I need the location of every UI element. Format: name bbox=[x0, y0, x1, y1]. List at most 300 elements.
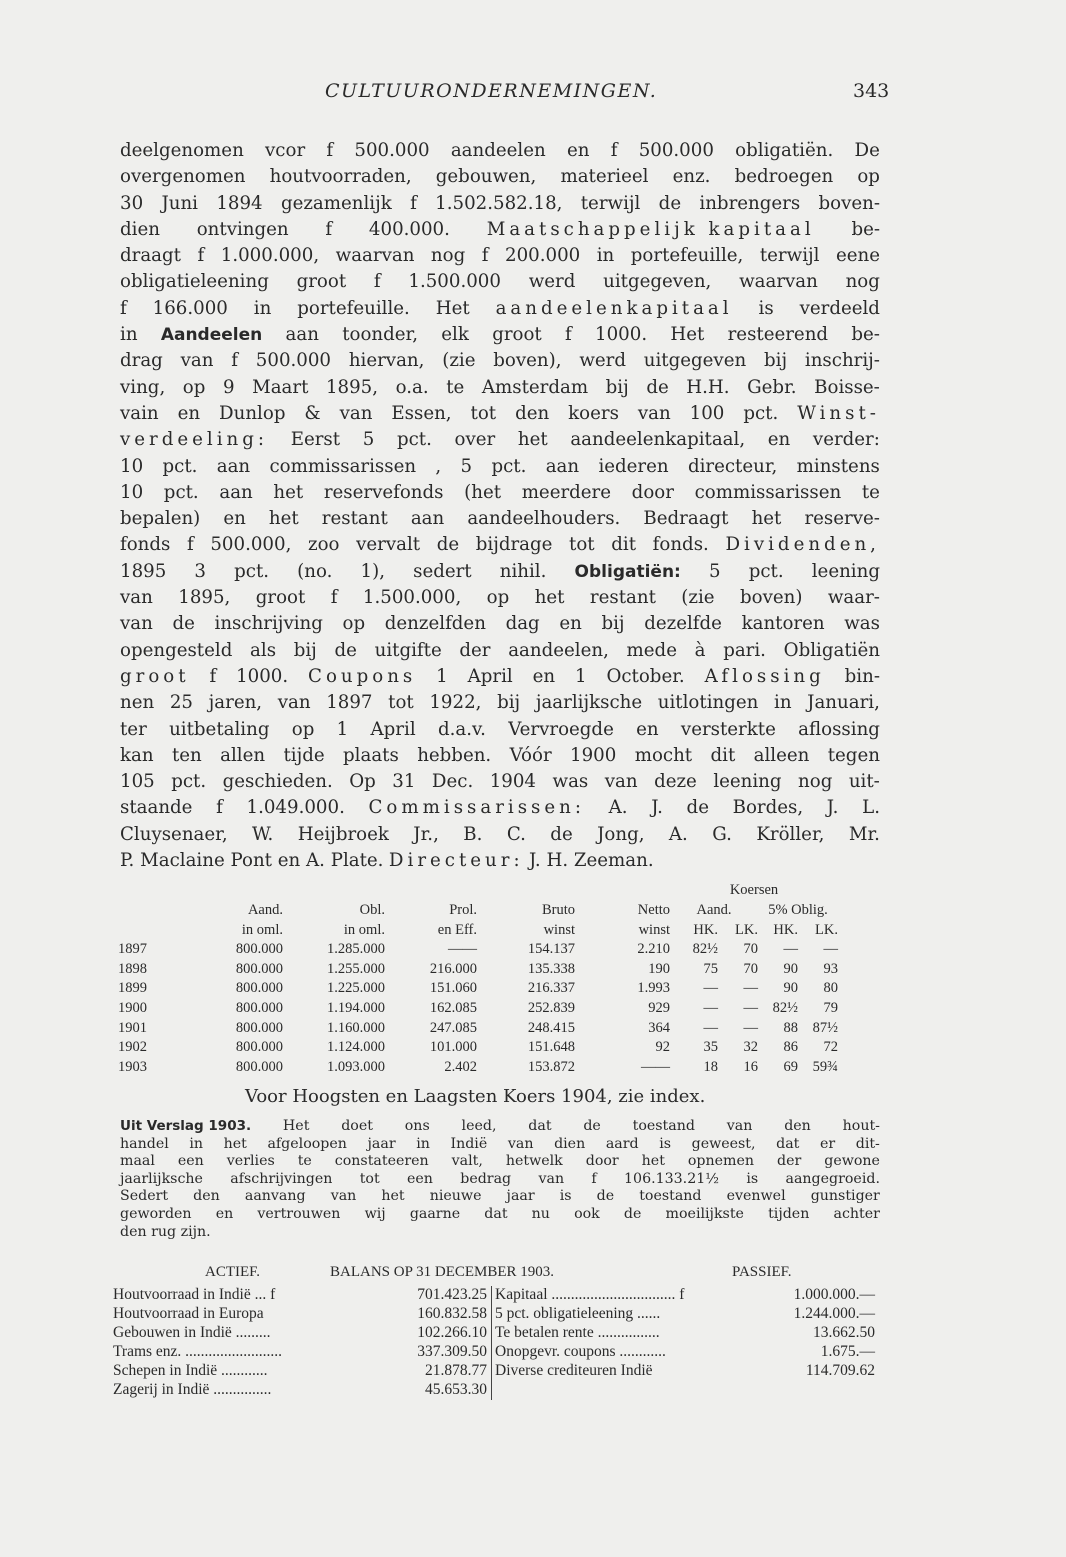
value-cell: 216.000 bbox=[429, 960, 477, 977]
word: inschrij- bbox=[804, 350, 880, 372]
word: aard bbox=[605, 1135, 639, 1152]
word: mede bbox=[626, 639, 677, 661]
word: waar- bbox=[827, 587, 880, 609]
actief-item: Zagerij in Indië ............... bbox=[113, 1381, 272, 1398]
word: inbrengers bbox=[699, 192, 801, 214]
word: van bbox=[120, 613, 153, 635]
spaced-term: groot bbox=[120, 665, 190, 687]
word: het bbox=[517, 429, 548, 451]
word: 400.000. bbox=[368, 218, 450, 240]
word: & bbox=[304, 402, 321, 424]
word: afgeloopen bbox=[267, 1135, 347, 1152]
value-cell: 252.839 bbox=[527, 1000, 575, 1017]
verslag-paragraph bbox=[120, 1118, 880, 1241]
value-cell: 35 bbox=[703, 1039, 718, 1056]
word: A. bbox=[668, 823, 688, 845]
year-cell: 1903 bbox=[118, 1058, 147, 1075]
word: van bbox=[604, 771, 638, 793]
word: het bbox=[223, 1135, 247, 1152]
spaced-term: Directeur: bbox=[388, 850, 524, 872]
value-cell: 70 bbox=[743, 960, 758, 977]
word: 5 bbox=[362, 429, 375, 451]
spaced-term: Aflossing bbox=[704, 665, 825, 687]
actief-item: Houtvoorraad in Indië ... f bbox=[113, 1286, 276, 1303]
balance-title: BALANS OP 31 DECEMBER 1903. bbox=[330, 1264, 555, 1280]
balance-table bbox=[113, 1286, 879, 1400]
word: dien bbox=[554, 1135, 586, 1152]
value-cell: 364 bbox=[648, 1019, 670, 1036]
value-cell: 79 bbox=[823, 1000, 838, 1017]
word: W. bbox=[252, 823, 274, 845]
word: 5 bbox=[460, 455, 473, 477]
word: 1897 bbox=[326, 692, 373, 714]
word: vcor bbox=[265, 140, 306, 161]
word: Cluysenaer, bbox=[120, 823, 228, 845]
word: f bbox=[197, 245, 205, 267]
word: Dunlop bbox=[219, 402, 286, 424]
column-header: Netto bbox=[637, 901, 670, 918]
word: van bbox=[277, 692, 311, 714]
word: Boisse- bbox=[814, 376, 880, 398]
word: van bbox=[120, 587, 153, 609]
word: maal bbox=[120, 1153, 155, 1170]
word: Amsterdam bbox=[481, 376, 589, 398]
column-header bbox=[118, 920, 178, 940]
value-cell: 190 bbox=[648, 960, 670, 977]
word: (no. bbox=[297, 560, 333, 582]
word: de bbox=[596, 1188, 615, 1205]
value-cell: 90 bbox=[783, 980, 798, 997]
value-cell: 92 bbox=[655, 1039, 670, 1056]
value-cell: 1.285.000 bbox=[327, 941, 385, 958]
word: April bbox=[467, 665, 513, 687]
value-cell: —— bbox=[448, 941, 477, 958]
word: 25 bbox=[169, 692, 193, 714]
word: handel bbox=[120, 1135, 169, 1152]
balance-row bbox=[113, 1305, 879, 1324]
word: 1894 bbox=[216, 192, 263, 214]
word: bepalen) bbox=[120, 508, 201, 530]
word: jaar bbox=[506, 1188, 535, 1205]
word: reservefonds bbox=[323, 481, 444, 503]
passief-item: Kapitaal ................................ f bbox=[492, 1286, 766, 1305]
word: was bbox=[844, 613, 880, 635]
word: denzelfden bbox=[384, 613, 486, 635]
word: 1000. bbox=[236, 665, 289, 687]
word: een bbox=[177, 1153, 204, 1170]
actief-item: Gebouwen in Indië ......... bbox=[113, 1324, 271, 1341]
text-segment: P. Maclaine Pont en A. Plate. bbox=[120, 850, 384, 872]
word: te bbox=[446, 376, 465, 398]
column-header: Aand. bbox=[696, 901, 732, 918]
word: 10 bbox=[120, 455, 144, 477]
word: en bbox=[767, 429, 791, 451]
word: van bbox=[180, 350, 214, 372]
word: Dec. bbox=[431, 771, 474, 793]
text-line bbox=[120, 848, 880, 874]
word: Essen, bbox=[391, 402, 452, 424]
balance-row bbox=[113, 1324, 879, 1343]
text-line bbox=[120, 1224, 880, 1242]
word: tot bbox=[359, 1170, 380, 1187]
word: Kröller, bbox=[756, 823, 825, 845]
word: de bbox=[623, 1205, 642, 1222]
word: f bbox=[410, 192, 417, 214]
word: zoo bbox=[307, 534, 340, 556]
column-header: winst bbox=[543, 921, 575, 938]
word: 1.500.000, bbox=[362, 587, 462, 609]
word: en bbox=[559, 613, 582, 635]
word: vain bbox=[120, 402, 159, 424]
value-cell: 800.000 bbox=[235, 1039, 283, 1056]
word: resteerend bbox=[727, 324, 829, 346]
actief-label: ACTIEF. bbox=[205, 1264, 261, 1280]
value-cell: — bbox=[743, 980, 758, 997]
word: J. bbox=[826, 797, 839, 819]
word: jaar bbox=[367, 1135, 396, 1152]
word: leening bbox=[811, 560, 880, 582]
word: Jr., bbox=[413, 823, 439, 845]
word: aandeelhouders. bbox=[467, 508, 621, 530]
word: Bordes, bbox=[732, 797, 804, 819]
word: op bbox=[857, 166, 880, 188]
word: fonds. bbox=[652, 534, 709, 556]
value-cell: 86 bbox=[783, 1039, 798, 1056]
word: Sedert bbox=[120, 1188, 169, 1205]
bold-term: Uit Verslag 1903. bbox=[120, 1118, 252, 1134]
value-cell: —— bbox=[641, 1058, 670, 1075]
word: bin- bbox=[844, 665, 880, 687]
passief-amount: 114.709.62 bbox=[805, 1362, 875, 1379]
column-header: in oml. bbox=[343, 921, 385, 938]
word: de bbox=[646, 376, 669, 398]
text-line bbox=[120, 138, 880, 164]
word: bij bbox=[293, 639, 317, 661]
word: gezamenlijk bbox=[280, 192, 392, 214]
word: pct. bbox=[743, 402, 779, 424]
word: over bbox=[454, 429, 496, 451]
word: draagt bbox=[120, 245, 181, 267]
text-line bbox=[120, 1188, 880, 1206]
word: houtvoorraden, bbox=[269, 166, 412, 188]
word: opengesteld bbox=[120, 639, 233, 661]
value-cell: 151.060 bbox=[429, 980, 477, 997]
word: op bbox=[182, 376, 206, 398]
word: der bbox=[777, 1153, 802, 1170]
word: sedert bbox=[413, 560, 472, 582]
body-text bbox=[120, 138, 880, 874]
value-cell: 80 bbox=[823, 980, 838, 997]
word: is bbox=[746, 1170, 759, 1187]
value-cell: 59¾ bbox=[812, 1058, 838, 1075]
running-header-title: CULTUURONDERNEMINGEN. bbox=[325, 80, 658, 102]
actief-amount: 160.832.58 bbox=[417, 1305, 487, 1322]
word: afschrijvingen bbox=[230, 1170, 333, 1187]
text-line bbox=[120, 822, 880, 848]
word: plaats bbox=[343, 744, 399, 766]
word: f bbox=[325, 218, 333, 240]
word: f bbox=[231, 350, 238, 372]
word: (zie bbox=[681, 587, 715, 609]
bold-term: Aandeelen bbox=[160, 325, 263, 346]
word: den bbox=[193, 1188, 220, 1205]
value-cell: 1.993 bbox=[637, 980, 670, 997]
value-cell: 82½ bbox=[772, 1000, 798, 1017]
word: en bbox=[177, 402, 201, 424]
word: overgenomen bbox=[120, 166, 246, 188]
actief-amount: 102.266.10 bbox=[417, 1324, 487, 1341]
actief-item: Trams enz. ......................... bbox=[113, 1343, 283, 1360]
text-line bbox=[120, 375, 880, 401]
word: hiervan, bbox=[348, 350, 425, 372]
word: dag bbox=[505, 613, 540, 635]
word: de bbox=[334, 639, 357, 661]
balance-row bbox=[113, 1362, 879, 1381]
word: er bbox=[819, 1135, 836, 1152]
word: 200.000 bbox=[505, 245, 581, 267]
index-note: Voor Hoogsten en Laagsten Koers 1904, zie index. bbox=[245, 1086, 706, 1107]
word: reserve- bbox=[804, 508, 880, 530]
value-cell: 800.000 bbox=[235, 941, 283, 958]
word: commissarissen bbox=[694, 481, 842, 503]
word: Eerst bbox=[290, 429, 341, 451]
word: de bbox=[583, 1118, 601, 1134]
balance-row bbox=[113, 1381, 879, 1400]
word: en bbox=[215, 1205, 234, 1222]
word: groot bbox=[296, 271, 347, 293]
word: gewone bbox=[824, 1153, 880, 1170]
word: gebouwen, bbox=[435, 166, 537, 188]
word: Obligatiën bbox=[783, 639, 880, 661]
word: Juni bbox=[161, 192, 199, 214]
value-cell: 2.402 bbox=[444, 1058, 477, 1075]
word: terwijl bbox=[759, 245, 820, 267]
word: 9 bbox=[222, 376, 235, 398]
word: staande bbox=[120, 797, 193, 819]
word: October. bbox=[606, 665, 685, 687]
word: alleen bbox=[753, 744, 810, 766]
word: f bbox=[591, 1170, 597, 1187]
text-line bbox=[120, 427, 880, 453]
word: ontvingen bbox=[196, 218, 289, 240]
word: gunstiger bbox=[810, 1188, 880, 1205]
word: aandeelen bbox=[450, 140, 546, 161]
actief-amount: 45.653.30 bbox=[425, 1381, 487, 1398]
word: 1.502.582.18, bbox=[435, 192, 563, 214]
word: 1 bbox=[336, 718, 349, 740]
table-row bbox=[118, 960, 838, 980]
word: leening bbox=[713, 771, 782, 793]
word: valt, bbox=[451, 1153, 483, 1170]
value-cell: 32 bbox=[743, 1039, 758, 1056]
word: 100 bbox=[689, 402, 725, 424]
word: en bbox=[532, 665, 556, 687]
word: het bbox=[534, 587, 565, 609]
passief-label: PASSIEF. bbox=[732, 1264, 792, 1280]
text-line bbox=[120, 401, 880, 427]
word: Bedraagt bbox=[643, 508, 729, 530]
word: H.H. bbox=[686, 376, 730, 398]
value-cell: 101.000 bbox=[429, 1039, 477, 1056]
word: geworden bbox=[120, 1205, 192, 1222]
word: bij bbox=[763, 350, 788, 372]
word: wij bbox=[364, 1205, 386, 1222]
value-cell: 16 bbox=[743, 1058, 758, 1075]
word: nu bbox=[531, 1205, 550, 1222]
word: 3 bbox=[194, 560, 206, 582]
word: de bbox=[686, 797, 709, 819]
column-header: 5% Oblig. bbox=[768, 901, 828, 918]
word: aangegroeid. bbox=[785, 1170, 880, 1187]
spaced-term: Coupons bbox=[308, 665, 417, 687]
value-cell: — bbox=[743, 1019, 758, 1036]
word: 30 bbox=[120, 192, 144, 214]
table-row bbox=[118, 1058, 838, 1078]
word: jaarlijksche bbox=[120, 1170, 203, 1187]
word: hetwelk bbox=[505, 1153, 563, 1170]
word: aan bbox=[219, 481, 253, 503]
value-cell: 1.093.000 bbox=[327, 1058, 385, 1075]
word: uitgifte bbox=[374, 639, 442, 661]
word: terwijl bbox=[580, 192, 641, 214]
value-cell: 800.000 bbox=[235, 960, 283, 977]
passief-item: 5 pct. obligatieleening ...... bbox=[492, 1305, 766, 1324]
word: van bbox=[726, 1118, 753, 1134]
word: f bbox=[187, 534, 194, 556]
column-header: Bruto bbox=[541, 901, 575, 918]
value-cell: 800.000 bbox=[235, 980, 283, 997]
text-line bbox=[120, 243, 880, 269]
word: het bbox=[268, 508, 299, 530]
word: f bbox=[610, 140, 618, 161]
word: is bbox=[559, 1188, 572, 1205]
word: Vervroegde bbox=[508, 718, 614, 740]
value-cell: — bbox=[823, 941, 838, 958]
word: 1.049.000. bbox=[246, 797, 345, 819]
bold-term: Obligatiën: bbox=[574, 561, 681, 582]
word: opnemen bbox=[687, 1153, 755, 1170]
word: boven), bbox=[493, 350, 562, 372]
word: mocht bbox=[634, 744, 693, 766]
column-header: Prol. bbox=[449, 901, 477, 918]
word: f bbox=[120, 297, 127, 319]
word: inschrijving bbox=[214, 613, 323, 635]
word: enz. bbox=[672, 166, 711, 188]
word: 31 bbox=[392, 771, 416, 793]
word: toestand bbox=[639, 1188, 702, 1205]
word: ving, bbox=[120, 376, 166, 398]
word: van bbox=[507, 1135, 534, 1152]
word: Heijbroek bbox=[297, 823, 389, 845]
word: van bbox=[339, 402, 373, 424]
text-line bbox=[120, 164, 880, 190]
table-row bbox=[118, 979, 838, 999]
word: allen bbox=[220, 744, 266, 766]
word: 1904 bbox=[489, 771, 537, 793]
word: tijde bbox=[283, 744, 325, 766]
passief-item: Onopgevr. coupons ............ bbox=[492, 1343, 766, 1362]
word: iederen bbox=[598, 455, 669, 477]
word: C. bbox=[506, 823, 526, 845]
word: is bbox=[758, 297, 774, 319]
word: in bbox=[120, 324, 138, 346]
word: te bbox=[861, 481, 880, 503]
word: f bbox=[373, 271, 381, 293]
word: hout- bbox=[842, 1118, 880, 1134]
word: drag bbox=[120, 350, 163, 372]
word: Op bbox=[349, 771, 376, 793]
word: leed, bbox=[461, 1118, 497, 1134]
word: restant bbox=[321, 508, 388, 530]
word: boven- bbox=[818, 192, 880, 214]
word: ten bbox=[171, 744, 202, 766]
table-row bbox=[118, 1038, 838, 1058]
word: nen bbox=[120, 692, 155, 714]
word: tegen bbox=[827, 744, 880, 766]
word: nihil. bbox=[499, 560, 547, 582]
word: 500.000 bbox=[255, 350, 332, 372]
table-row bbox=[118, 1018, 838, 1038]
koersen-header: Koersen bbox=[729, 881, 779, 898]
actief-item: Schepen in Indië ............ bbox=[113, 1362, 268, 1379]
word: commissarissen bbox=[269, 455, 417, 477]
word: 5 bbox=[708, 560, 721, 582]
word: was bbox=[552, 771, 589, 793]
word: 1000. bbox=[595, 324, 648, 346]
word: op bbox=[342, 613, 366, 635]
word: A. bbox=[608, 797, 628, 819]
word: aandeelen, bbox=[508, 639, 609, 661]
word: 1895, bbox=[325, 376, 379, 398]
actief-amount: 701.423.25 bbox=[417, 1286, 487, 1303]
word: Vóór bbox=[509, 744, 552, 766]
word: de bbox=[550, 823, 573, 845]
word: van bbox=[330, 1188, 357, 1205]
word: bijdrage bbox=[475, 534, 553, 556]
spaced-term: Commissarissen: bbox=[368, 797, 585, 819]
word: groot bbox=[492, 324, 542, 346]
text-line bbox=[120, 296, 880, 322]
word: bij bbox=[497, 692, 521, 714]
word: pct. bbox=[234, 560, 270, 582]
word: een bbox=[406, 1170, 433, 1187]
word: van bbox=[637, 402, 671, 424]
column-header: Obl. bbox=[359, 901, 385, 918]
word: minstens bbox=[796, 455, 880, 477]
word: deelgenomen bbox=[120, 140, 244, 161]
word: o.a. bbox=[395, 376, 429, 398]
word: tot bbox=[388, 692, 414, 714]
value-cell: 72 bbox=[823, 1039, 838, 1056]
word: 500.000, bbox=[210, 534, 292, 556]
word: constateeren bbox=[334, 1153, 429, 1170]
text-line bbox=[120, 611, 880, 637]
word: kantoren bbox=[741, 613, 825, 635]
value-cell: — bbox=[703, 1000, 718, 1017]
value-cell: 88 bbox=[783, 1019, 798, 1036]
word: in bbox=[596, 245, 615, 267]
word: waarvan bbox=[739, 271, 818, 293]
text-line bbox=[120, 269, 880, 295]
value-cell: 1.225.000 bbox=[327, 980, 385, 997]
passief-amount: 1.000.000.— bbox=[793, 1286, 875, 1303]
spaced-term: Dividenden, bbox=[725, 534, 880, 556]
word: aan bbox=[216, 455, 251, 477]
value-cell: 93 bbox=[823, 960, 838, 977]
word: door bbox=[585, 1153, 619, 1170]
word: van bbox=[538, 1170, 565, 1187]
word: op bbox=[486, 587, 510, 609]
